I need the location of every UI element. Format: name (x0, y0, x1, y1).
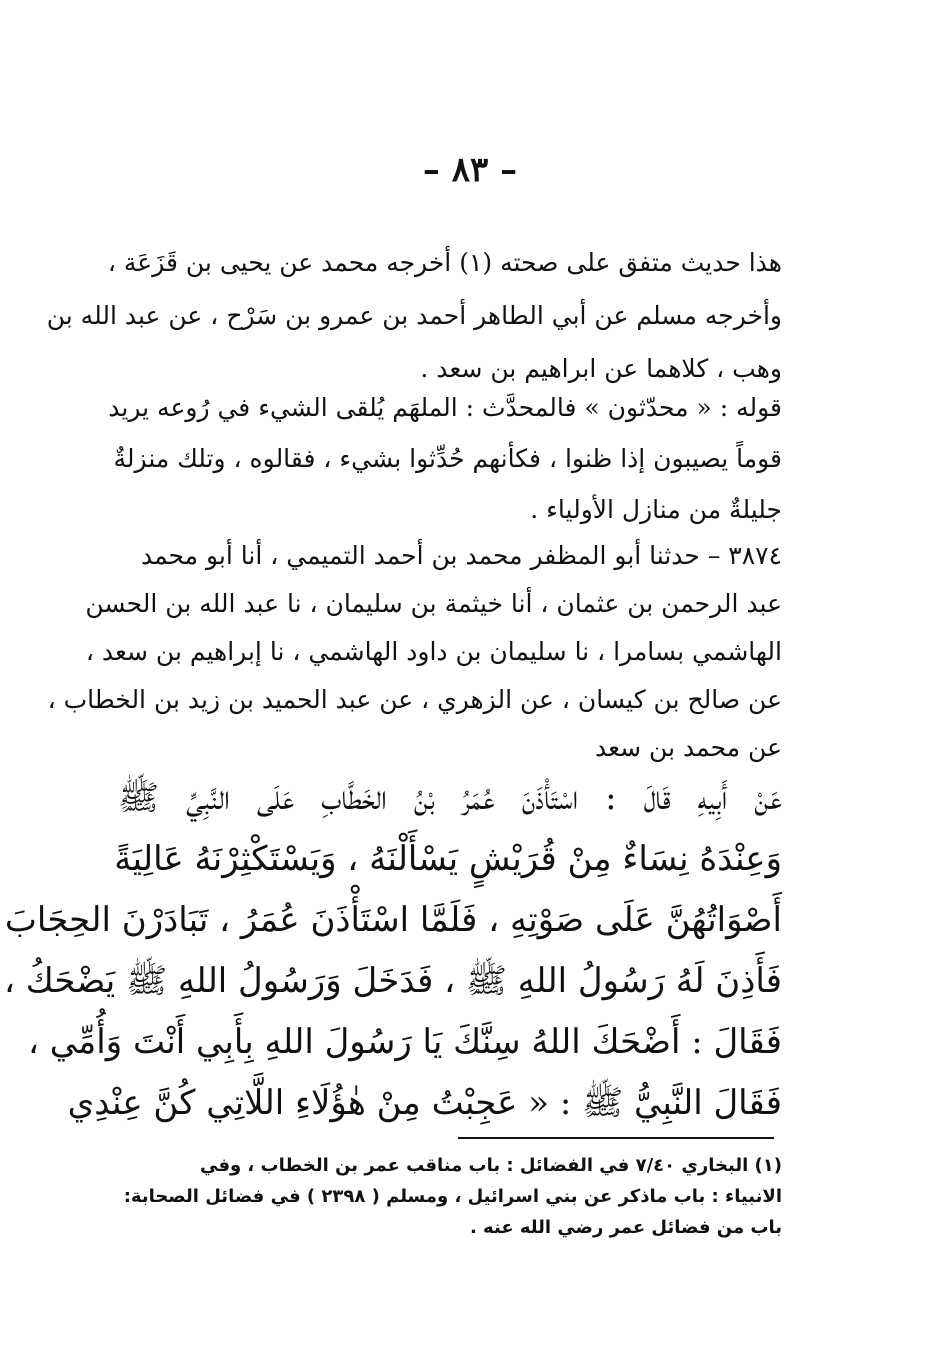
text-line: الهاشمي بسامرا ، نا سليمان بن داود الهاشمي ، نا إبراهيم بن سعد ، (85, 637, 782, 666)
text-line: قوماً يصيبون إذا ظنوا ، فكأنهم حُدِّثوا بشيء ، فقالوه ، وتلك منزلةٌ (113, 444, 782, 473)
footnote (118, 1150, 782, 1243)
commentary-paragraph-2 (108, 382, 782, 535)
hadith-line: وَعِنْدَهُ نِسَاءٌ مِنْ قُرَيْشٍ يَسْأَلْنَهُ ، وَيَسْتَكْثِرْنَهُ عَالِيَةً (114, 839, 782, 879)
text-line: قوله : « محدّثون » فالمحدَّث : الملهَم يُلقى الشيء في رُوعه يريد (108, 393, 782, 422)
text-line: هذا حديث متفق على صحته (١) أخرجه محمد عن يحيى بن قَزَعَة ، (107, 248, 782, 277)
text-line: عن صالح بن كيسان ، عن الزهري ، عن عبد الحميد بن زيد بن الخطاب ، (47, 685, 782, 714)
text-line: ٣٨٧٤ – حدثنا أبو المظفر محمد بن أحمد التميمي ، أنا أبو محمد (140, 541, 782, 570)
footnote-divider (458, 1137, 774, 1139)
text-line: وهب ، كلاهما عن ابراهيم بن سعد . (420, 354, 782, 383)
hadith-line: أَصْوَاتُهُنَّ عَلَى صَوْتِهِ ، فَلَمَّا اسْتَأْذَنَ عُمَرُ ، تَبَادَرْنَ الحِجَابَ (4, 900, 782, 940)
hadith-line: عَنْ أَبِيهِ قَالَ : اسْتَأْذَنَ عُمَرُ بْنُ الخَطَّابِ عَلَى النَّبِيِّ ﷺ (118, 778, 782, 818)
footnote-line: الانبياء : باب ماذكر عن بني اسرائيل ، ومسلم ( ٢٣٩٨ ) في فضائل الصحابة: (123, 1186, 782, 1207)
text-line: عن محمد بن سعد (594, 733, 782, 762)
text-line: وأخرجه مسلم عن أبي الطاهر أحمد بن عمرو بن سَرْح ، عن عبد الله بن (46, 301, 782, 330)
page-number: – ٨٣ – (422, 150, 518, 190)
hadith-line: فَأَذِنَ لَهُ رَسُولُ اللهِ ﷺ ، فَدَخَلَ وَرَسُولُ اللهِ ﷺ يَضْحَكُ ، (3, 961, 782, 1001)
isnad-paragraph (47, 532, 782, 772)
hadith-text (3, 768, 782, 1134)
footnote-line: (١) البخاري ٧/٤٠ في الفضائل : باب مناقب عمر بن الخطاب ، وفي (199, 1155, 782, 1176)
hadith-line: فَقَالَ : أَضْحَكَ اللهُ سِنَّكَ يَا رَسُولَ اللهِ بِأَبِي أَنْتَ وَأُمِّي ، (27, 1022, 782, 1062)
text-line: جليلةٌ من منازل الأولياء . (530, 495, 782, 524)
hadith-line: فَقَالَ النَّبِيُّ ﷺ : « عَجِبْتُ مِنْ هٰؤُلَاءِ اللَّاتِي كُنَّ عِنْدِي (67, 1083, 782, 1123)
footnote-line: باب من فضائل عمر رضي الله عنه . (469, 1217, 782, 1238)
text-line: عبد الرحمن بن عثمان ، أنا خيثمة بن سليمان ، نا عبد الله بن الحسن (85, 589, 782, 618)
commentary-paragraph-1 (46, 236, 782, 395)
